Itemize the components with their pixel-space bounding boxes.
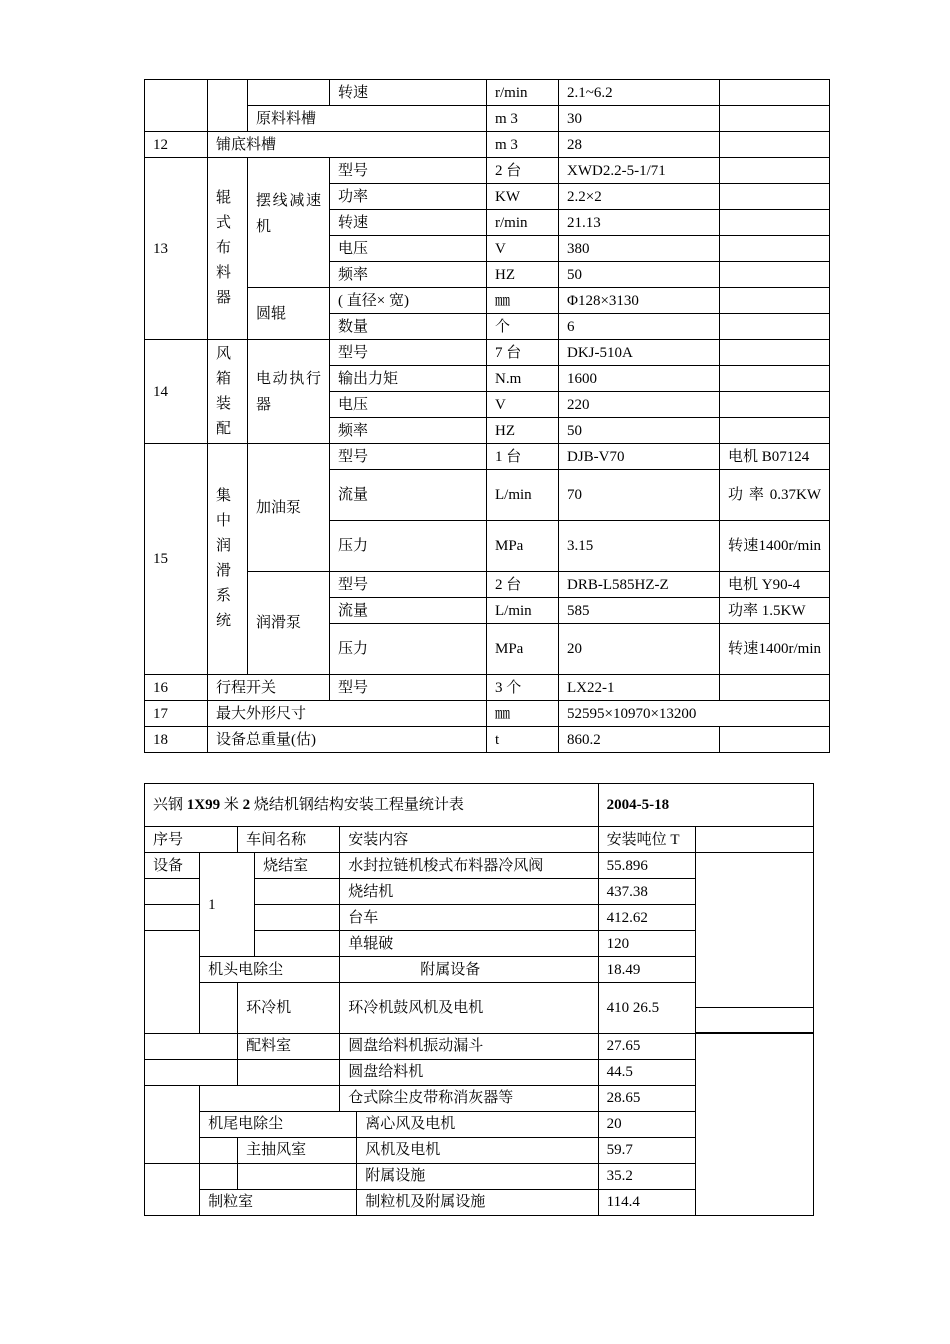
cell-value: LX22-1 — [559, 675, 720, 701]
cell-group — [208, 80, 248, 132]
cell-item: 电压 — [330, 392, 487, 418]
table-row — [145, 288, 830, 314]
cell-sub: 原料料槽 — [248, 106, 487, 132]
cell-content: 风机及电机 — [357, 1137, 598, 1163]
cell-no: 12 — [145, 132, 208, 158]
cell-value: 50 — [559, 418, 720, 444]
blank-cell — [200, 1137, 238, 1163]
cell-tonnage: 35.2 — [598, 1163, 695, 1189]
cell-value: DKJ-510A — [559, 340, 720, 366]
blank-cell — [695, 1111, 813, 1137]
table-row — [145, 675, 830, 701]
header-workshop: 车间名称 — [238, 827, 340, 853]
cell-value: 20 — [559, 624, 720, 675]
table-row — [145, 444, 830, 470]
blank-cell — [695, 905, 813, 931]
cell-note — [720, 210, 830, 236]
blank-cell — [200, 1085, 340, 1111]
group-label: 风箱装配 — [216, 345, 232, 437]
cell-unit: 2 台 — [487, 158, 559, 184]
cell-tonnage: 20 — [598, 1111, 695, 1137]
cell-no: 17 — [145, 701, 208, 727]
cell-content: 离心风及电机 — [357, 1111, 598, 1137]
table-row — [145, 340, 830, 366]
cell-no: 16 — [145, 675, 208, 701]
cell-note: 功率 1.5KW — [720, 598, 830, 624]
cell-no: 1 — [200, 853, 255, 957]
cell-note: 功率0.37KW — [720, 470, 830, 521]
cell-content: 附属设备 — [340, 957, 598, 983]
blank-cell — [695, 1085, 813, 1111]
cell-item: 流量 — [330, 598, 487, 624]
cell-value: 2.2×2 — [559, 184, 720, 210]
cell-value: 860.2 — [559, 727, 720, 753]
cell-unit: 个 — [487, 314, 559, 340]
cell-note — [720, 158, 830, 184]
table-row — [145, 1033, 814, 1059]
blank-cell — [695, 1189, 813, 1215]
table-row — [145, 1189, 814, 1215]
cell-value: DRB-L585HZ-Z — [559, 572, 720, 598]
blank-cell — [145, 1033, 238, 1059]
cell-content: 圆盘给料机振动漏斗 — [340, 1033, 598, 1059]
title-row — [145, 784, 814, 827]
table-row — [145, 853, 814, 879]
cell-tonnage: 28.65 — [598, 1085, 695, 1111]
blank-cell — [145, 879, 200, 905]
cell-note — [720, 366, 830, 392]
blank-cell — [238, 1059, 340, 1085]
install-quantity-table — [144, 783, 814, 1216]
cell-no: 13 — [145, 158, 208, 340]
table-row — [145, 132, 830, 158]
cell-unit: V — [487, 392, 559, 418]
cell-note: 转速1400r/min — [720, 521, 830, 572]
cell-group — [208, 444, 248, 675]
cell-note — [720, 675, 830, 701]
blank-cell — [145, 905, 200, 931]
cell-note — [720, 184, 830, 210]
cell-note — [720, 80, 830, 106]
cell-note — [720, 418, 830, 444]
sub-label: 摆线减速机 — [256, 193, 321, 235]
cell-workshop: 机头电除尘 — [200, 957, 340, 983]
cell-item: 频率 — [330, 418, 487, 444]
cell-note: 转速1400r/min — [720, 624, 830, 675]
cell-value: 30 — [559, 106, 720, 132]
cell-no: 15 — [145, 444, 208, 675]
table-date: 2004-5-18 — [598, 784, 813, 827]
cell-content: 附属设施 — [357, 1163, 598, 1189]
cell-note — [720, 727, 830, 753]
cell-unit: r/min — [487, 210, 559, 236]
cell-unit: N.m — [487, 366, 559, 392]
table-row — [145, 701, 830, 727]
cell-tonnage: 27.65 — [598, 1033, 695, 1059]
cell-workshop: 制粒室 — [200, 1189, 357, 1215]
table-row — [145, 1059, 814, 1085]
table-row — [145, 80, 830, 106]
cell-value: 21.13 — [559, 210, 720, 236]
cell-value: Φ128×3130 — [559, 288, 720, 314]
cell-unit: V — [487, 236, 559, 262]
header-row — [145, 827, 814, 853]
blank-cell — [695, 879, 813, 905]
cell-unit: L/min — [487, 598, 559, 624]
blank-cell — [255, 879, 340, 905]
cell-item: 数量 — [330, 314, 487, 340]
cell-content: 圆盘给料机 — [340, 1059, 598, 1085]
cell-note — [720, 340, 830, 366]
blank-cell — [200, 1163, 238, 1189]
cell-item: 电压 — [330, 236, 487, 262]
cell-sub: 圆辊 — [248, 288, 330, 340]
cell-unit: MPa — [487, 624, 559, 675]
cell-unit: KW — [487, 184, 559, 210]
cell-tonnage: 114.4 — [598, 1189, 695, 1215]
cell-sub: 润滑泵 — [248, 572, 330, 675]
cell-unit: 2 台 — [487, 572, 559, 598]
cell-item: 型号 — [330, 340, 487, 366]
cell-content: 台车 — [340, 905, 598, 931]
blank-cell — [145, 983, 200, 1034]
cell-item: 转速 — [330, 80, 487, 106]
cell-content: 制粒机及附属设施 — [357, 1189, 598, 1215]
cell-unit: m 3 — [487, 106, 559, 132]
cell-value: 28 — [559, 132, 720, 158]
table-title: 兴钢 1X99 米 2 烧结机钢结构安装工程量统计表 — [145, 784, 599, 827]
blank-cell — [695, 931, 813, 957]
cell-sub — [248, 158, 330, 288]
table-row — [145, 1163, 814, 1189]
table-row — [145, 158, 830, 184]
table-row — [145, 106, 830, 132]
cell-note: 电机 Y90-4 — [720, 572, 830, 598]
cell-item: 压力 — [330, 521, 487, 572]
cell-item: 型号 — [330, 675, 487, 701]
blank-cell — [255, 905, 340, 931]
blank-cell — [255, 931, 340, 957]
blank-cell — [695, 827, 813, 853]
cell-unit: 1 台 — [487, 444, 559, 470]
cell-unit: 3 个 — [487, 675, 559, 701]
cell-equipment: 设备 — [145, 853, 200, 879]
table-row — [145, 983, 814, 1034]
cell-item: 功率 — [330, 184, 487, 210]
blank-cell — [695, 1163, 813, 1189]
cell-workshop: 烧结室 — [255, 853, 340, 879]
blank-cell — [695, 1059, 813, 1085]
cell-sub: 加油泵 — [248, 444, 330, 572]
table-row — [145, 1137, 814, 1163]
cell-item: 转速 — [330, 210, 487, 236]
cell-no: 14 — [145, 340, 208, 444]
cell-unit: 7 台 — [487, 340, 559, 366]
cell-note — [720, 132, 830, 158]
cell-value: 3.15 — [559, 521, 720, 572]
cell-item: 型号 — [330, 158, 487, 184]
cell-unit: HZ — [487, 262, 559, 288]
cell-note — [720, 392, 830, 418]
table-row — [145, 957, 814, 983]
blank-cell — [200, 983, 238, 1034]
table-row — [145, 1111, 814, 1137]
cell-item: 型号 — [330, 444, 487, 470]
header-no: 序号 — [145, 827, 238, 853]
cell-name: 设备总重量(估) — [208, 727, 487, 753]
cell-item: ( 直径× 宽) — [330, 288, 487, 314]
cell-content: 烧结机 — [340, 879, 598, 905]
cell-unit: ㎜ — [487, 701, 559, 727]
cell-note — [720, 106, 830, 132]
cell-item: 压力 — [330, 624, 487, 675]
cell-name: 铺底料槽 — [208, 132, 487, 158]
blank-cell — [695, 1033, 813, 1059]
cell-unit: t — [487, 727, 559, 753]
blank-cell — [145, 1163, 200, 1215]
cell-value: 1600 — [559, 366, 720, 392]
cell-workshop: 环冷机 — [238, 983, 340, 1034]
table-row — [145, 572, 830, 598]
cell-value: 6 — [559, 314, 720, 340]
cell-value: XWD2.2-5-1/71 — [559, 158, 720, 184]
cell-workshop: 配料室 — [238, 1033, 340, 1059]
cell-tonnage: 18.49 — [598, 957, 695, 983]
cell-tonnage: 55.896 — [598, 853, 695, 879]
blank-cell — [145, 1059, 238, 1085]
cell-note — [720, 262, 830, 288]
cell-value: 50 — [559, 262, 720, 288]
cell-value: 2.1~6.2 — [559, 80, 720, 106]
cell-unit: MPa — [487, 521, 559, 572]
cell-item: 输出力矩 — [330, 366, 487, 392]
cell-note — [720, 236, 830, 262]
cell-item: 流量 — [330, 470, 487, 521]
header-content: 安装内容 — [340, 827, 598, 853]
cell-sub — [248, 80, 330, 106]
cell-group — [208, 340, 248, 444]
cell-workshop: 主抽风室 — [238, 1137, 357, 1163]
cell-tonnage: 437.38 — [598, 879, 695, 905]
cell-value: DJB-V70 — [559, 444, 720, 470]
cell-tonnage: 412.62 — [598, 905, 695, 931]
cell-tonnage: 410 26.5 — [598, 983, 695, 1034]
blank-cell — [695, 1137, 813, 1163]
cell-content: 水封拉链机梭式布料器冷风阀 — [340, 853, 598, 879]
blank-cell — [695, 983, 813, 1034]
table-row — [145, 727, 830, 753]
blank-cell — [145, 1085, 200, 1163]
blank-cell — [145, 931, 200, 983]
cell-content: 环冷机鼓风机及电机 — [340, 983, 598, 1034]
cell-value: 52595×10970×13200 — [559, 701, 830, 727]
cell-note — [720, 314, 830, 340]
sub-label: 电动执行器 — [256, 370, 321, 413]
cell-tonnage: 59.7 — [598, 1137, 695, 1163]
group-label: 集中润滑系统 — [216, 488, 232, 629]
cell-unit: L/min — [487, 470, 559, 521]
cell-name: 最大外形尺寸 — [208, 701, 487, 727]
cell-tonnage: 120 — [598, 931, 695, 957]
cell-content: 仓式除尘皮带称消灰器等 — [340, 1085, 598, 1111]
cell-value: 585 — [559, 598, 720, 624]
blank-cell — [695, 853, 813, 879]
cell-item: 频率 — [330, 262, 487, 288]
cell-unit: m 3 — [487, 132, 559, 158]
cell-value: 380 — [559, 236, 720, 262]
blank-cell — [238, 1163, 357, 1189]
header-tonnage: 安装吨位 T — [598, 827, 695, 853]
cell-content: 单辊破 — [340, 931, 598, 957]
cell-item: 型号 — [330, 572, 487, 598]
cell-workshop: 机尾电除尘 — [200, 1111, 357, 1137]
cell-name: 行程开关 — [208, 675, 330, 701]
cell-no — [145, 80, 208, 132]
cell-value: 220 — [559, 392, 720, 418]
cell-sub — [248, 340, 330, 444]
blank-cell — [695, 957, 813, 983]
equipment-spec-table — [144, 79, 830, 753]
table-row — [145, 1085, 814, 1111]
cell-unit: HZ — [487, 418, 559, 444]
cell-tonnage: 44.5 — [598, 1059, 695, 1085]
cell-group — [208, 158, 248, 340]
cell-value: 70 — [559, 470, 720, 521]
cell-unit: ㎜ — [487, 288, 559, 314]
group-label: 辊式布料器 — [216, 190, 232, 306]
cell-unit: r/min — [487, 80, 559, 106]
cell-no: 18 — [145, 727, 208, 753]
cell-note: 电机 B07124 — [720, 444, 830, 470]
cell-note — [720, 288, 830, 314]
